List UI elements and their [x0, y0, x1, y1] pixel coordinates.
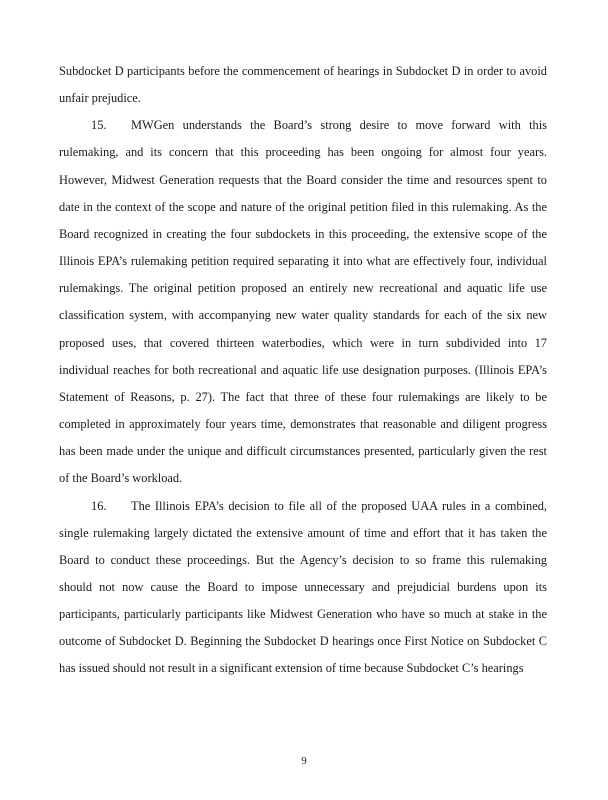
body-text	[59, 58, 547, 683]
paragraph-text: The Illinois EPA’s decision to file all of the proposed UAA rules in a combined, single rulemaking largely dictated the extensive amount of time and effort that it has taken the Board to conduct these proceedings. But the Agency’s decision to so frame this rulemaking should not now cause the Board to impose unnecessary and prejudicial burdens upon its participants, particularly participants like Midwest Generation who have so much at stake in the outcome of Subdocket D. Beginning the Subdocket D hearings once First Notice on Subdocket C has issued should not result in a significant extension of time because Subdocket C’s hearings	[59, 498, 547, 676]
paragraph-number: 16.	[91, 498, 107, 513]
paragraph-number: 15.	[91, 118, 107, 133]
paragraph-15	[59, 112, 547, 492]
continuation-paragraph: Subdocket D participants before the commencement of hearings in Subdocket D in order to avoid unfair prejudice.	[59, 64, 547, 106]
page-number: 9	[301, 755, 307, 767]
paragraph-16	[59, 493, 547, 683]
paragraph-text: MWGen understands the Board’s strong desire to move forward with this rulemaking, and its concern that this proceeding has been ongoing for almost four years. However, Midwest Generation requests that the Board consider the time and resources spent to date in the context of the scope and nature of the original petition filed in this rulemaking. As the Board recognized in creating the four subdockets in this proceeding, the extensive scope of the Illinois EPA’s rulemaking petition required separating it into what are effectively four, individual rulemakings. The original petition proposed an entirely new recreational and aquatic life use classification system, with accompanying new water quality standards for each of the six new proposed uses, that covered thirteen waterbodies, which were in turn subdivided into 17 individual reaches for both recreational and aquatic life use designation purposes. (Illinois EPA’s Statement of Reasons, p. 27). The fact that three of these four rulemakings are likely to be completed in approximately four years time, demonstrates that reasonable and diligent progress has been made under the unique and difficult circumstances presented, particularly given the rest of the Board’s workload.	[59, 118, 547, 486]
